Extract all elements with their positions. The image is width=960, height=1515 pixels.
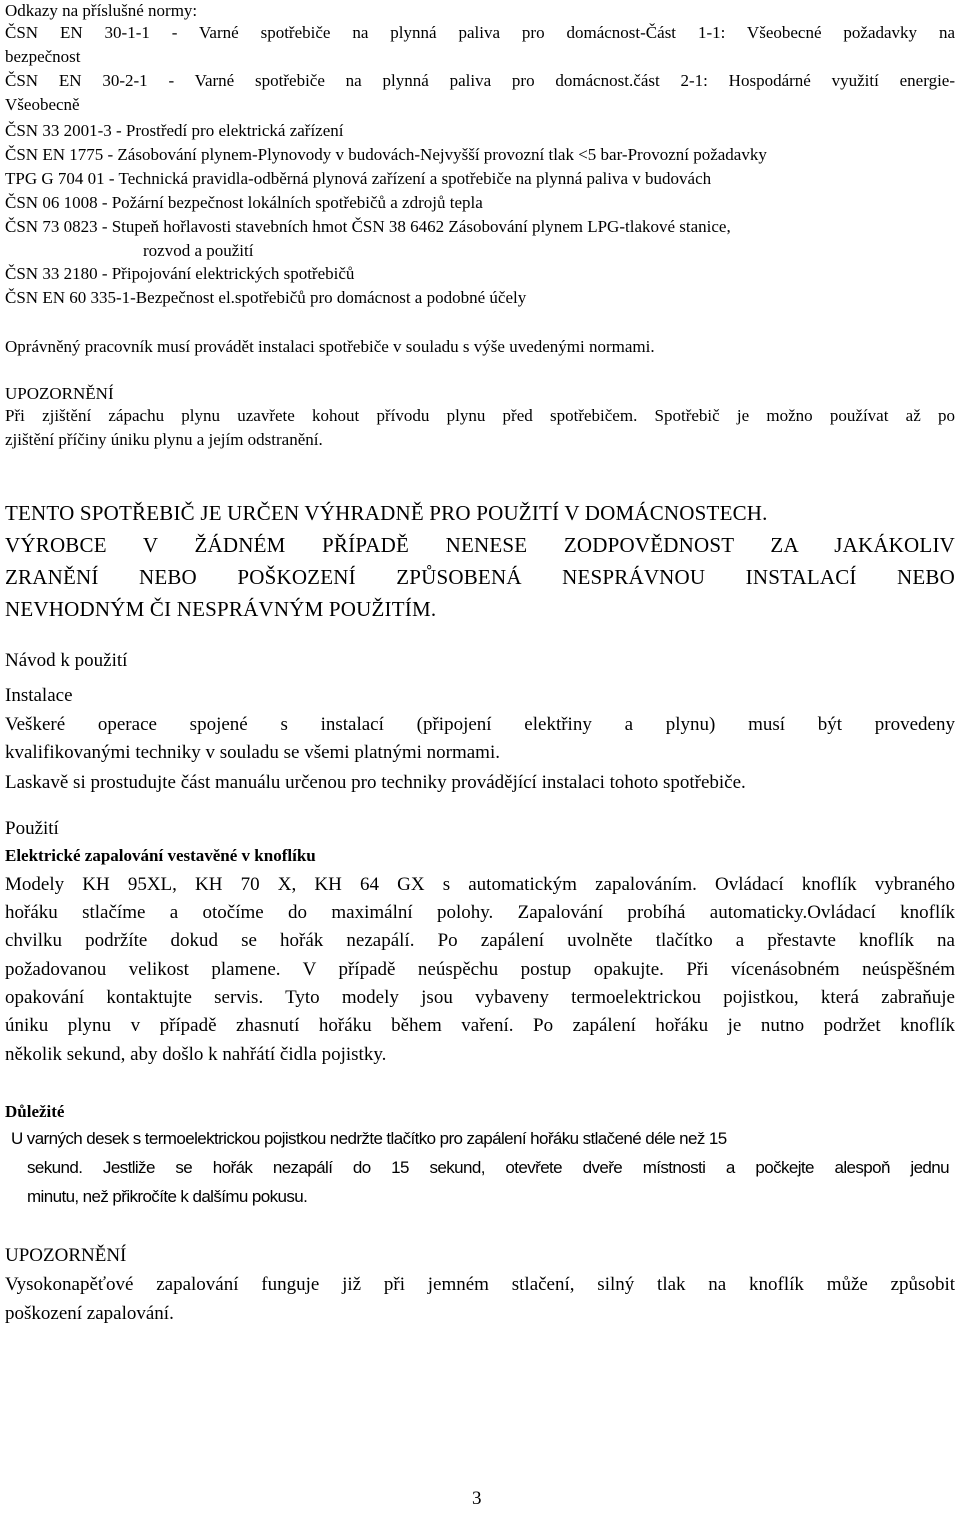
norm-line: ČSN 06 1008 - Požární bezpečnost lokálních spotřebičů a zdrojů tepla xyxy=(5,193,483,212)
disclaimer-line: TENTO SPOTŘEBIČ JE URČEN VÝHRADNĚ PRO POUŽITÍ V DOMÁCNOSTECH. xyxy=(5,501,768,525)
important-text: minutu, než přikročíte k dalšímu pokusu. xyxy=(27,1187,308,1206)
usage-text: požadovanou velikost plamene. V případě neúspěchu postup opakujte. Při vícenásobném neúspěšném xyxy=(5,959,955,980)
warning-title: UPOZORNĚNÍ xyxy=(5,384,114,403)
important-title: Důležité xyxy=(5,1102,65,1121)
norm-line: Všeobecně xyxy=(5,95,80,114)
norm-line: ČSN 73 0823 - Stupeň hořlavosti stavebních hmot ČSN 38 6462 Zásobování plynem LPG-tlakové stanice, xyxy=(5,217,731,236)
warning-title: UPOZORNĚNÍ xyxy=(5,1245,127,1266)
disclaimer-line: ZRANĚNÍ NEBO POŠKOZENÍ ZPŮSOBENÁ NESPRÁVNOU INSTALACÍ NEBO xyxy=(5,565,955,589)
usage-text: opakování kontaktujte servis. Tyto modely jsou vybaveny termoelektrickou pojistkou, která zabraňuje xyxy=(5,987,955,1008)
norm-line: ČSN EN 30-2-1 - Varné spotřebiče na plynná paliva pro domácnost.část 2-1: Hospodárné využití energie- xyxy=(5,71,955,90)
warning-text: zjištění příčiny úniku plynu a jejím odstranění. xyxy=(5,430,323,449)
disclaimer-line: NEVHODNÝM ČI NESPRÁVNÝM POUŽITÍM. xyxy=(5,597,437,621)
norm-line: ČSN 33 2001-3 - Prostředí pro elektrická zařízení xyxy=(5,121,344,140)
norm-line: rozvod a použití xyxy=(143,241,254,260)
usage-text: Modely KH 95XL, KH 70 X, KH 64 GX s automatickým zapalováním. Ovládací knoflík vybraného xyxy=(5,874,955,895)
norm-line: ČSN EN 1775 - Zásobování plynem-Plynovody v budovách-Nejvyšší provozní tlak <5 bar-Provozní požadavky xyxy=(5,145,767,164)
warning-text: Při zjištění zápachu plynu uzavřete kohout přívodu plynu před spotřebičem. Spotřebič je možno používat až po xyxy=(5,406,955,425)
norm-line: TPG G 704 01 - Technická pravidla-odběrná plynová zařízení a spotřebiče na plynná paliva v budovách xyxy=(5,169,712,188)
installation-title: Instalace xyxy=(5,685,73,706)
important-text: sekund. Jestliže se hořák nezapálí do 15 sekund, otevřete dveře místnosti a počkejte alespoň jednu xyxy=(27,1158,949,1177)
norm-line: bezpečnost xyxy=(5,47,81,66)
usage-text: úniku plynu v případě zhasnutí hořáku během vaření. Po zapálení hořáku je nutno podržet knoflík xyxy=(5,1015,955,1036)
installation-text: Veškeré operace spojené s instalací (připojení elektřiny a plynu) musí být provedeny xyxy=(5,714,955,735)
norm-line: ČSN 33 2180 - Připojování elektrických spotřebičů xyxy=(5,264,355,283)
warning-text: Vysokonapěťové zapalování funguje již při jemném stlačení, silný tlak na knoflík může způsobit xyxy=(5,1274,955,1295)
norms-heading: Odkazy na příslušné normy: xyxy=(5,1,198,20)
usage-text: hořáku stlačíme a otočíme do maximální polohy. Zapalování probíhá automaticky.Ovládací knoflík xyxy=(5,902,955,923)
page-number: 3 xyxy=(472,1488,482,1509)
warning-text: poškození zapalování. xyxy=(5,1303,174,1324)
important-text: U varných desek s termoelektrickou pojistkou nedržte tlačítko pro zapálení hořáku stlačené déle než 15 xyxy=(11,1129,727,1148)
disclaimer-line: VÝROBCE V ŽÁDNÉM PŘÍPADĚ NENESE ZODPOVĚDNOST ZA JAKÁKOLIV xyxy=(5,533,955,557)
norm-line: ČSN EN 60 335-1-Bezpečnost el.spotřebičů pro domácnost a podobné účely xyxy=(5,288,527,307)
norm-line: ČSN EN 30-1-1 - Varné spotřebiče na plynná paliva pro domácnost-Část 1-1: Všeobecné požadavky na xyxy=(5,23,955,42)
usage-text: několik sekund, aby došlo k nahřátí čidla pojistky. xyxy=(5,1044,387,1065)
usage-text: chvilku podržíte dokud se hořák nezapálí. Po zapálení uvolněte tlačítko a přestavte knoflík na xyxy=(5,930,955,951)
usage-subtitle: Elektrické zapalování vestavěné v knoflíku xyxy=(5,846,316,865)
manual-title: Návod k použití xyxy=(5,650,128,671)
authorized-note: Oprávněný pracovník musí provádět instalaci spotřebiče v souladu s výše uvedenými normami. xyxy=(5,337,655,356)
installation-text: Laskavě si prostudujte část manuálu určenou pro techniky provádějící instalaci tohoto spotřebiče. xyxy=(5,772,746,793)
usage-title: Použití xyxy=(5,818,59,839)
installation-text: kvalifikovanými techniky v souladu se všemi platnými normami. xyxy=(5,742,500,763)
